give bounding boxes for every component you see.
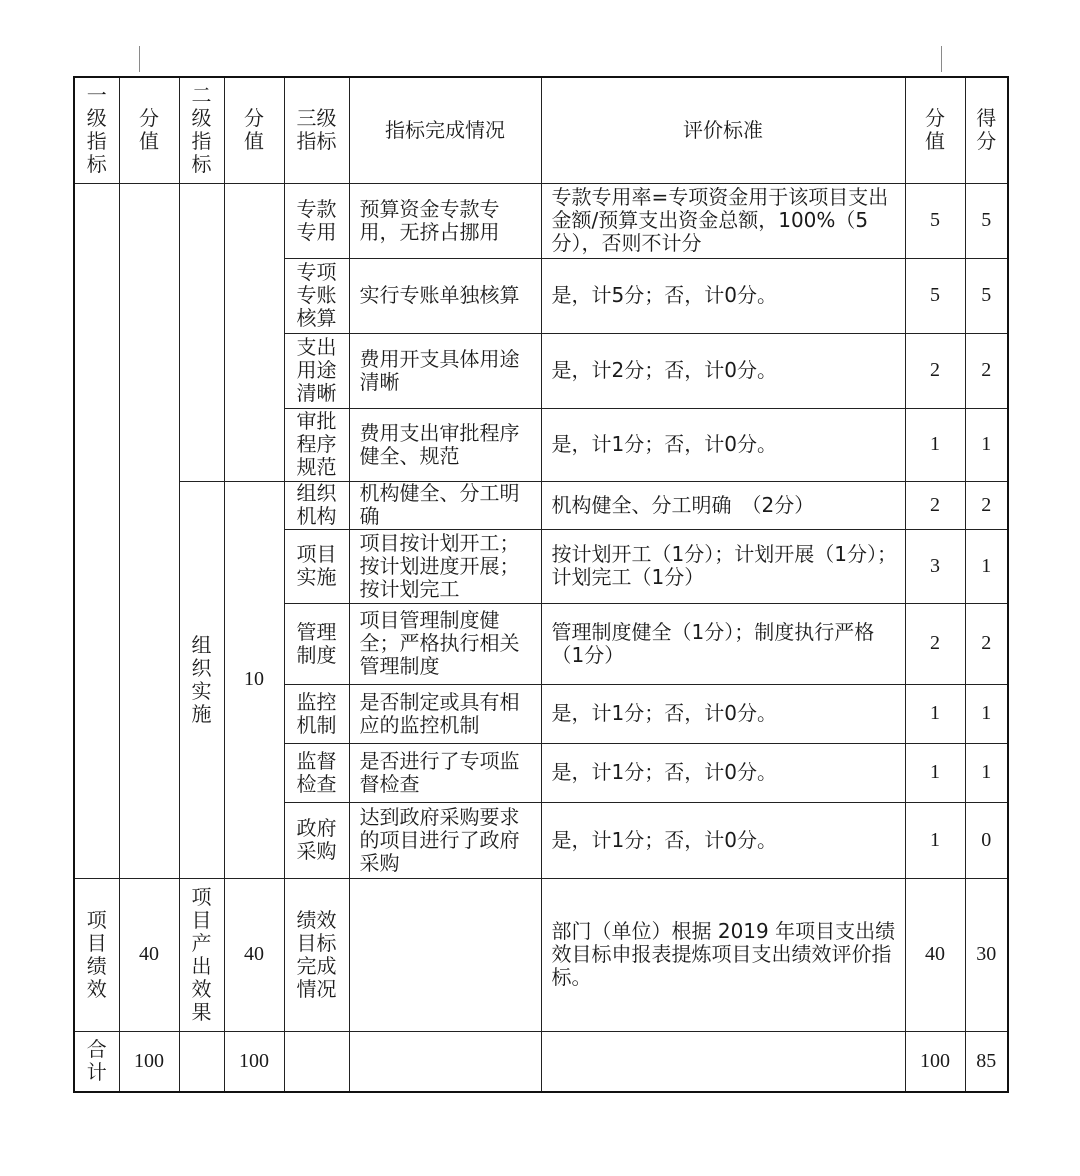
level1-cell-empty <box>74 183 119 878</box>
obtained-cell: 30 <box>965 878 1008 1031</box>
score-cell: 2 <box>905 333 965 408</box>
criteria-cell: 是，计1分；否，计0分。 <box>541 408 905 481</box>
level1-project-performance: 项目绩效 <box>74 878 119 1031</box>
header-score2: 分值 <box>224 77 284 183</box>
header-level1-indicator: 一级指标 <box>74 77 119 183</box>
obtained-cell: 2 <box>965 481 1008 529</box>
level2-org-implementation: 组织实施 <box>179 481 224 878</box>
total-level3-empty <box>284 1031 349 1092</box>
header-completion: 指标完成情况 <box>349 77 541 183</box>
margin-mark-left <box>139 46 140 72</box>
criteria-cell: 部门（单位）根据 2019 年项目支出绩效目标申报表提炼项目支出绩效评价指标。 <box>541 878 905 1031</box>
criteria-cell: 是，计1分；否，计0分。 <box>541 684 905 743</box>
header-obtained: 得分 <box>965 77 1008 183</box>
obtained-cell: 1 <box>965 408 1008 481</box>
criteria-cell: 是，计1分；否，计0分。 <box>541 802 905 878</box>
evaluation-table <box>73 76 1009 1093</box>
completion-cell: 预算资金专款专用，无挤占挪用 <box>349 183 541 258</box>
total-criteria-empty <box>541 1031 905 1092</box>
obtained-cell: 2 <box>965 333 1008 408</box>
completion-cell <box>349 878 541 1031</box>
level3-indicator: 监控机制 <box>284 684 349 743</box>
score2-cell-empty <box>224 183 284 481</box>
table-row <box>74 878 1008 1031</box>
header-level3-indicator: 三级指标 <box>284 77 349 183</box>
obtained-cell: 5 <box>965 258 1008 333</box>
criteria-cell: 专款专用率=专项资金用于该项目支出金额/预算支出资金总额，100%（5分），否则不计分 <box>541 183 905 258</box>
criteria-cell: 是，计2分；否，计0分。 <box>541 333 905 408</box>
completion-cell: 达到政府采购要求的项目进行了政府采购 <box>349 802 541 878</box>
score-cell: 3 <box>905 529 965 603</box>
header-score1: 分值 <box>119 77 179 183</box>
level3-indicator: 管理制度 <box>284 603 349 684</box>
obtained-cell: 5 <box>965 183 1008 258</box>
score-cell: 1 <box>905 802 965 878</box>
criteria-cell: 机构健全、分工明确 （2分） <box>541 481 905 529</box>
completion-cell: 是否进行了专项监督检查 <box>349 743 541 802</box>
score-cell: 40 <box>905 878 965 1031</box>
obtained-cell: 1 <box>965 743 1008 802</box>
header-score3: 分值 <box>905 77 965 183</box>
completion-cell: 项目按计划开工；按计划进度开展；按计划完工 <box>349 529 541 603</box>
level3-indicator: 审批程序规范 <box>284 408 349 481</box>
score-cell: 1 <box>905 684 965 743</box>
total-score2: 100 <box>224 1031 284 1092</box>
total-score1: 100 <box>119 1031 179 1092</box>
margin-mark-right <box>941 46 942 72</box>
score-cell: 2 <box>905 603 965 684</box>
score-cell: 5 <box>905 183 965 258</box>
total-row <box>74 1031 1008 1092</box>
level3-indicator: 绩效目标完成情况 <box>284 878 349 1031</box>
level3-indicator: 政府采购 <box>284 802 349 878</box>
score-cell: 1 <box>905 408 965 481</box>
total-level2-empty <box>179 1031 224 1092</box>
level3-indicator: 项目实施 <box>284 529 349 603</box>
obtained-cell: 1 <box>965 684 1008 743</box>
score-cell: 5 <box>905 258 965 333</box>
level2-cell-empty <box>179 183 224 481</box>
header-criteria: 评价标准 <box>541 77 905 183</box>
table-row <box>74 481 1008 529</box>
obtained-cell: 1 <box>965 529 1008 603</box>
completion-cell: 费用开支具体用途清晰 <box>349 333 541 408</box>
level3-indicator: 监督检查 <box>284 743 349 802</box>
total-completion-empty <box>349 1031 541 1092</box>
criteria-cell: 是，计5分；否，计0分。 <box>541 258 905 333</box>
completion-cell: 费用支出审批程序健全、规范 <box>349 408 541 481</box>
score-cell: 1 <box>905 743 965 802</box>
table-row <box>74 183 1008 258</box>
score-cell: 2 <box>905 481 965 529</box>
total-obtained: 85 <box>965 1031 1008 1092</box>
level2-org-implementation-score: 10 <box>224 481 284 878</box>
level2-project-output-effect: 项目产出效果 <box>179 878 224 1031</box>
header-row <box>74 77 1008 183</box>
score1-cell-empty <box>119 183 179 878</box>
criteria-cell: 是，计1分；否，计0分。 <box>541 743 905 802</box>
level3-indicator: 专项专账核算 <box>284 258 349 333</box>
level2-project-output-effect-score: 40 <box>224 878 284 1031</box>
level1-project-performance-score: 40 <box>119 878 179 1031</box>
header-level2-indicator: 二级指标 <box>179 77 224 183</box>
level3-indicator: 组织机构 <box>284 481 349 529</box>
obtained-cell: 0 <box>965 802 1008 878</box>
completion-cell: 机构健全、分工明确 <box>349 481 541 529</box>
level3-indicator: 专款专用 <box>284 183 349 258</box>
total-score3: 100 <box>905 1031 965 1092</box>
completion-cell: 实行专账单独核算 <box>349 258 541 333</box>
obtained-cell: 2 <box>965 603 1008 684</box>
total-label: 合计 <box>74 1031 119 1092</box>
criteria-cell: 按计划开工（1分）；计划开展（1分）；计划完工（1分） <box>541 529 905 603</box>
level3-indicator: 支出用途清晰 <box>284 333 349 408</box>
criteria-cell: 管理制度健全（1分）；制度执行严格（1分） <box>541 603 905 684</box>
completion-cell: 项目管理制度健全；严格执行相关管理制度 <box>349 603 541 684</box>
completion-cell: 是否制定或具有相应的监控机制 <box>349 684 541 743</box>
